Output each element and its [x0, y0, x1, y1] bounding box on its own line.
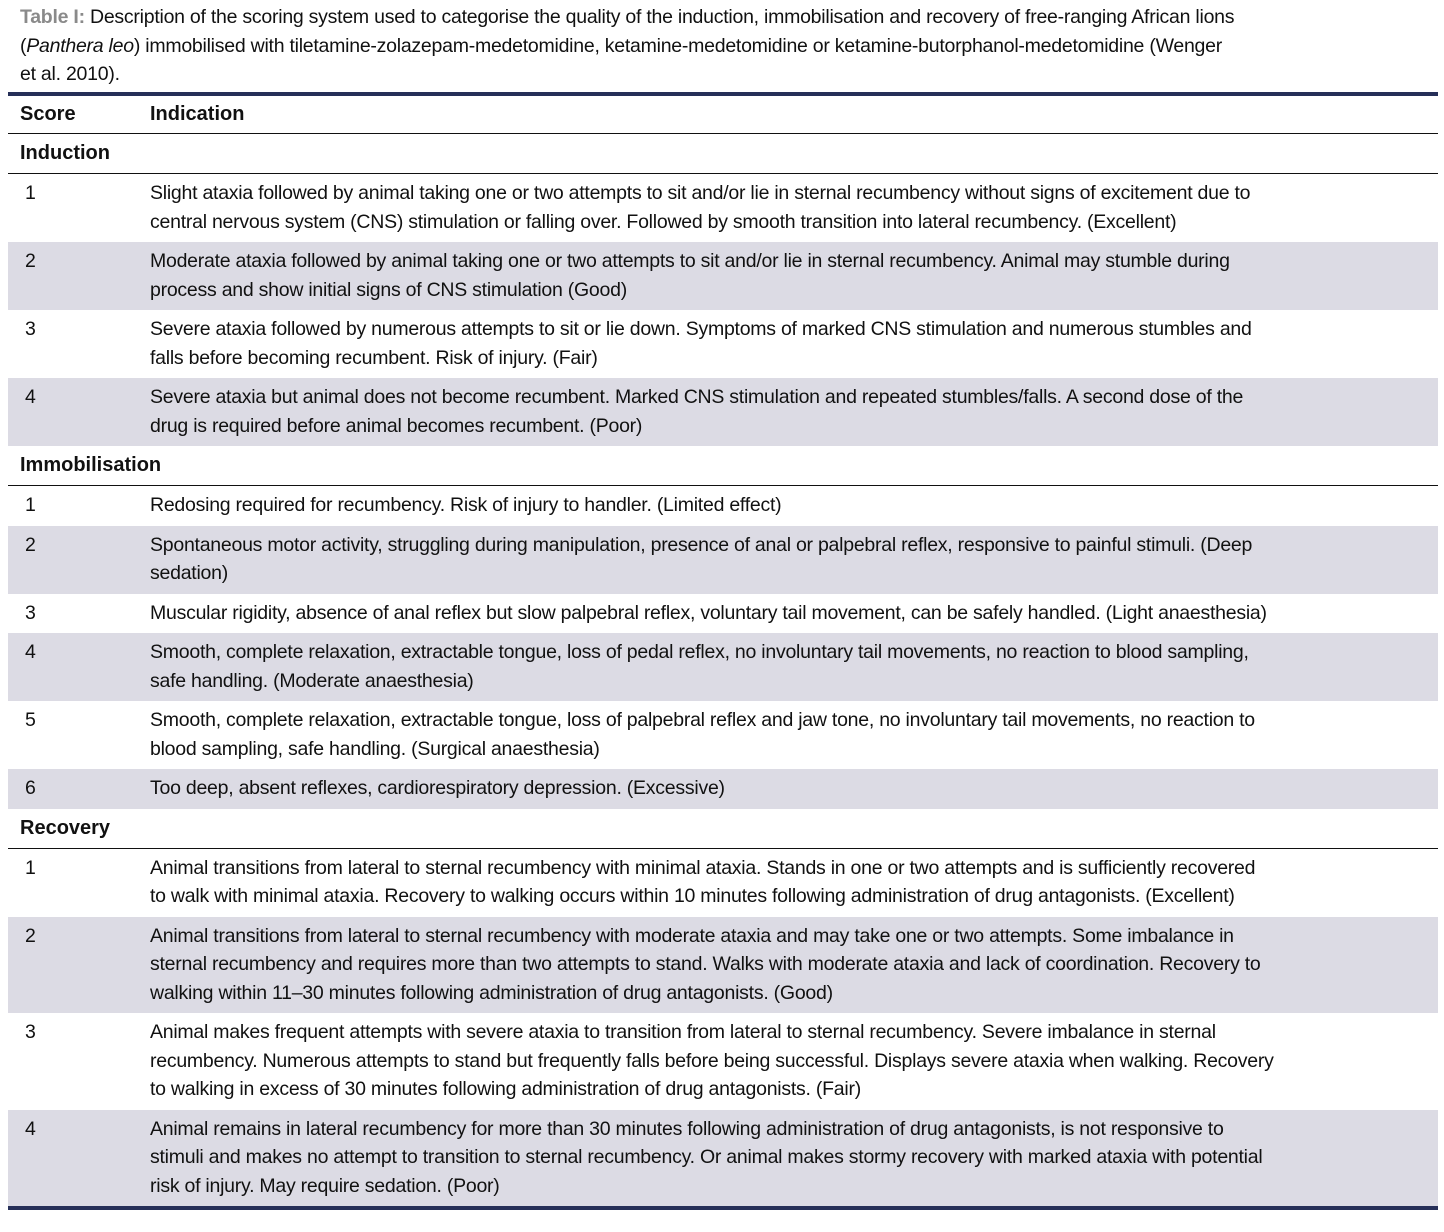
- indication-line: Redosing required for recumbency. Risk of injury to handler. (Limited effect): [150, 494, 782, 516]
- indication-cell: [150, 1115, 1262, 1201]
- indication-line: Severe ataxia followed by numerous attempts to sit or lie down. Symptoms of marked CNS stimulation and numerous stumbles and: [150, 318, 1252, 340]
- score-cell: 2: [25, 533, 36, 556]
- indication-line: process and show initial signs of CNS stimulation (Good): [150, 278, 627, 301]
- indication-cell: [150, 599, 1267, 628]
- table-row: [8, 917, 1438, 1014]
- indication-line: Too deep, absent reflexes, cardiorespiratory depression. (Excessive): [150, 777, 725, 799]
- indication-cell: [150, 491, 781, 520]
- score-cell: 1: [25, 856, 36, 879]
- table-row: [8, 594, 1438, 634]
- score-cell: 4: [25, 386, 36, 408]
- indication-line: Severe ataxia but animal does not become recumbent. Marked CNS stimulation and repeated stumbles/falls. A second dose of the: [150, 386, 1244, 408]
- score-cell: 6: [25, 777, 36, 799]
- table-row: [8, 526, 1438, 594]
- indication-line: Animal remains in lateral recumbency for more than 30 minutes following administration of drug antagonists, is not responsive to: [150, 1117, 1224, 1140]
- score-cell: 4: [25, 641, 36, 663]
- indication-line: Smooth, complete relaxation, extractable tongue, loss of pedal reflex, no involuntary tail movements, no reaction to blood sampling,: [150, 641, 1249, 663]
- indication-line: to walking in excess of 30 minutes following administration of drug antagonists. (Fair): [150, 1078, 861, 1100]
- table-row: [8, 849, 1438, 917]
- score-cell: 3: [25, 318, 36, 340]
- indication-line: central nervous system (CNS) stimulation or falling over. Followed by smooth transition into lateral recumbency. (Excellent): [150, 210, 1177, 233]
- header-score: Score: [20, 103, 76, 125]
- indication-line: walking within 11–30 minutes following administration of drug antagonists. (Good): [150, 981, 833, 1004]
- header-indication: Indication: [150, 103, 245, 125]
- caption-line1: Description of the scoring system used to categorise the quality of the induction, immobilisation and recovery of free-ranging African lions: [84, 6, 1235, 28]
- table-row: [8, 769, 1438, 809]
- table-row: [8, 1013, 1438, 1110]
- table-row: [8, 486, 1438, 526]
- caption-species: Panthera leo: [26, 34, 134, 57]
- score-cell: 3: [25, 1021, 36, 1043]
- indication-line: Moderate ataxia followed by animal taking one or two attempts to sit and/or lie in sternal recumbency. Animal may stumble during: [150, 250, 1230, 272]
- indication-cell: [150, 531, 1252, 588]
- indication-cell: [150, 638, 1249, 695]
- indication-line: safe handling. (Moderate anaesthesia): [150, 669, 474, 692]
- indication-cell: [150, 315, 1252, 372]
- score-cell: 5: [25, 709, 36, 731]
- table-row: [8, 1110, 1438, 1207]
- indication-line: to walk with minimal ataxia. Recovery to walking occurs within 10 minutes following administration of drug antagonists. (Excellent): [150, 885, 1235, 907]
- table-header: [8, 96, 1438, 134]
- indication-line: blood sampling, safe handling. (Surgical anaesthesia): [150, 737, 600, 760]
- score-cell: 1: [25, 494, 36, 516]
- indication-line: Animal makes frequent attempts with severe ataxia to transition from lateral to sternal recumbency. Severe imbalance in sternal: [150, 1021, 1216, 1043]
- indication-line: sedation): [150, 562, 228, 584]
- indication-line: risk of injury. May require sedation. (Poor): [150, 1174, 500, 1197]
- score-cell: 3: [25, 601, 36, 624]
- caption-line3: et al. 2010).: [20, 63, 120, 85]
- indication-line: stimuli and makes no attempt to transition to sternal recumbency. Or animal makes stormy recovery with marked ataxia with potential: [150, 1146, 1263, 1168]
- table-row: [8, 378, 1438, 446]
- indication-cell: [150, 179, 1250, 236]
- caption-line2: ) immobilised with tiletamine-zolazepam-medetomidine, ketamine-medetomidine or ketamine-butorphanol-medetomidine (Wenger: [133, 34, 1222, 57]
- indication-line: Muscular rigidity, absence of anal reflex but slow palpebral reflex, voluntary tail movement, can be safely handled. (Light anaesthesia): [150, 601, 1267, 624]
- indication-line: Spontaneous motor activity, struggling during manipulation, presence of anal or palpebral reflex, responsive to painful stimuli. (Deep: [150, 533, 1253, 556]
- table-caption: [20, 3, 1234, 89]
- section-header-immobilisation: Immobilisation: [8, 446, 1438, 486]
- indication-cell: [150, 774, 725, 803]
- indication-line: sternal recumbency and requires more than two attempts to stand. Walks with moderate ataxia and lack of coordination. Recovery to: [150, 953, 1261, 975]
- table-row: [8, 701, 1438, 769]
- section-header-recovery: Recovery: [8, 809, 1438, 849]
- indication-cell: [150, 383, 1243, 440]
- indication-line: Smooth, complete relaxation, extractable tongue, loss of palpebral reflex and jaw tone, no involuntary tail movements, no reaction to: [150, 709, 1255, 731]
- indication-cell: [150, 854, 1255, 911]
- indication-cell: [150, 922, 1261, 1008]
- caption-paren: (: [20, 34, 27, 57]
- table-body: [8, 134, 1438, 1206]
- score-cell: 2: [25, 924, 36, 947]
- indication-line: Animal transitions from lateral to sternal recumbency with moderate ataxia and may take one or two attempts. Some imbalance in: [150, 924, 1234, 947]
- section-header-induction: Induction: [8, 134, 1438, 174]
- score-cell: 2: [25, 250, 36, 272]
- indication-line: recumbency. Numerous attempts to stand but frequently falls before being successful. Displays severe ataxia when walking. Recovery: [150, 1049, 1274, 1072]
- caption-label: Table I:: [20, 6, 85, 28]
- indication-line: Slight ataxia followed by animal taking one or two attempts to sit and/or lie in sternal recumbency without signs of excitement due to: [150, 182, 1251, 204]
- indication-line: Animal transitions from lateral to sternal recumbency with minimal ataxia. Stands in one or two attempts and is sufficiently recovered: [150, 856, 1256, 879]
- indication-cell: [150, 247, 1230, 304]
- table-row: [8, 310, 1438, 378]
- indication-cell: [150, 1018, 1274, 1104]
- table-row: [8, 174, 1438, 242]
- table-row: [8, 633, 1438, 701]
- indication-line: drug is required before animal becomes recumbent. (Poor): [150, 414, 643, 437]
- indication-line: falls before becoming recumbent. Risk of injury. (Fair): [150, 346, 598, 369]
- indication-cell: [150, 706, 1255, 763]
- table-row: [8, 242, 1438, 310]
- score-cell: 4: [25, 1117, 36, 1140]
- score-cell: 1: [25, 182, 36, 204]
- scoring-table: [8, 92, 1438, 1210]
